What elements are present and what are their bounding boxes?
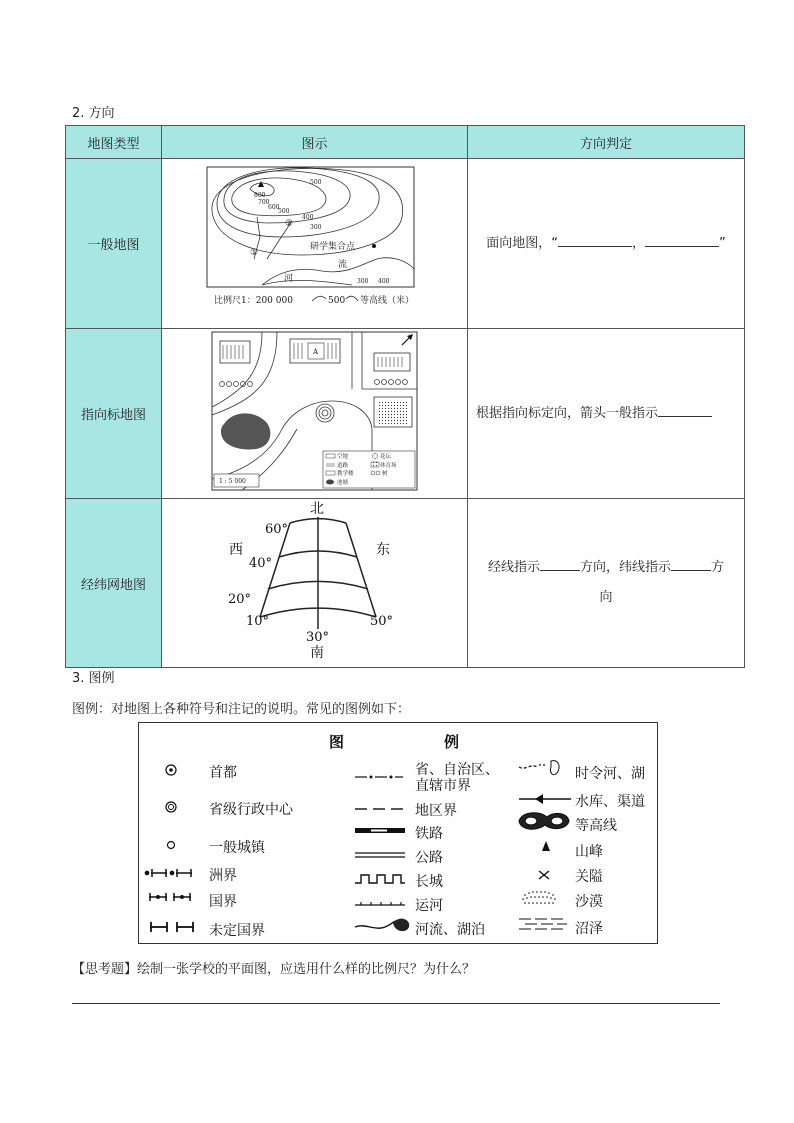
label-500a: 500 (278, 208, 290, 215)
lon-label-10: 10° (246, 614, 270, 629)
section-title-direction: 2. 方向 (72, 106, 115, 121)
highway-icon (355, 853, 405, 857)
section-title-legend: 3. 图例 (72, 671, 115, 686)
blank-2[interactable] (645, 232, 719, 247)
legend-pond: 池塘 (337, 480, 349, 486)
label-400b: 400 (378, 278, 390, 285)
legend-canal: 运河 (415, 898, 443, 914)
answer-line[interactable] (72, 1003, 720, 1004)
legend-open-space: 空地 (337, 454, 349, 460)
desert-icon (522, 891, 556, 904)
thinking-question: 【思考题】绘制一张学校的平面图，应选用什么样的比例尺？为什么？ (72, 962, 476, 977)
legend-district-border: 地区界 (415, 803, 457, 819)
header-figure: 图示 (162, 126, 468, 159)
legend-road: 道路 (337, 463, 349, 469)
legend-contour: 等高线 (575, 818, 617, 834)
answer-pointer (468, 329, 745, 499)
canal-icon (355, 902, 405, 905)
legend-province-border-line2: 直辖市界 (415, 778, 471, 794)
building-a-label: A (313, 348, 319, 356)
province-border-icon (355, 776, 403, 778)
label-300b: 300 (357, 278, 369, 285)
label-south: 南 (310, 645, 324, 661)
undetermined-border-icon (151, 922, 193, 932)
answer-general-mid: ， (631, 235, 645, 251)
legend-box (138, 722, 658, 944)
legend-river-lake: 河流、湖泊 (415, 922, 485, 938)
blank-1[interactable] (558, 232, 632, 247)
figure-school-map (162, 329, 468, 499)
label-river-he: 河 (284, 274, 294, 284)
legend-flower-bed: 花坛 (380, 454, 392, 460)
answer-graticule (468, 499, 745, 668)
legend-highway: 公路 (415, 850, 443, 866)
legend-town: 一般城镇 (209, 840, 265, 856)
provincial-center-icon (166, 802, 176, 812)
legend-reservoir-canal: 水库、渠道 (575, 794, 645, 810)
legend-teaching-building: 教学楼 (337, 471, 354, 477)
label-east: 东 (376, 542, 390, 558)
lon-label-50: 50° (370, 614, 394, 629)
blank-3[interactable] (658, 402, 712, 417)
great-wall-icon (355, 875, 405, 883)
seasonal-river-icon (519, 761, 559, 775)
legend-title-left: 图 (329, 733, 345, 751)
legend-seasonal-river: 时令河、湖 (575, 766, 645, 782)
legend-continent-border: 洲界 (209, 868, 237, 884)
label-gathering-point: 研学集合点 (310, 242, 356, 252)
national-border-icon (149, 893, 191, 901)
swamp-icon (519, 919, 567, 929)
label-north: 北 (310, 501, 324, 517)
legend-title-right: 例 (444, 733, 460, 751)
answer-general (468, 159, 745, 329)
blank-5[interactable] (671, 556, 711, 571)
legend-stadium: 体育场 (380, 463, 397, 469)
pass-icon (539, 871, 549, 879)
school-map-scale: 1 : 5 000 (219, 478, 246, 485)
railway-icon (355, 828, 405, 833)
label-west: 西 (229, 542, 243, 558)
lat-label-60: 60° (265, 522, 289, 537)
label-500b: 500 (310, 179, 322, 186)
direction-table (65, 125, 745, 668)
lat-label-20: 20° (228, 592, 252, 607)
legend-railway: 铁路 (415, 826, 443, 842)
legend-province-border-line1: 省、自治区、 (415, 762, 499, 778)
answer-general-prefix: 面向地图，“ (486, 235, 558, 251)
legend-peak: 山峰 (575, 844, 603, 860)
legend-swamp: 沼泽 (575, 921, 603, 937)
legend-national-border: 国界 (209, 894, 237, 910)
lat-label-40: 40° (249, 556, 273, 571)
legend-provincial-center: 省级行政中心 (209, 802, 293, 818)
legend-great-wall: 长城 (415, 874, 443, 890)
figure-graticule (162, 499, 468, 668)
contour-icon (519, 813, 569, 829)
header-map-type: 地图类型 (66, 126, 162, 159)
label-700: 700 (258, 199, 270, 206)
peak-icon (542, 841, 550, 851)
contour-map-svg (162, 159, 467, 324)
contour-legend-value: 500 (328, 296, 346, 306)
label-800: 800 (254, 192, 266, 199)
figure-contour-map (162, 159, 468, 329)
marker-2: ② (285, 219, 294, 229)
answer-graticule-a: 经线指示 (487, 560, 540, 575)
label-river-liu: 流 (338, 260, 348, 270)
row-type-pointer: 指向标地图 (66, 329, 162, 499)
row-type-graticule: 经纬网地图 (66, 499, 162, 668)
legend-tree: 树 (382, 471, 388, 477)
continent-border-icon (145, 869, 192, 877)
legend-intro: 图例：对地图上各种符号和注记的说明。常见的图例如下： (72, 702, 411, 717)
answer-graticule-c: 方 (711, 560, 725, 575)
river-lake-icon (355, 919, 409, 931)
legend-desert: 沙漠 (575, 894, 603, 910)
town-icon (168, 842, 175, 849)
label-400: 400 (302, 214, 314, 221)
answer-general-suffix: ” (719, 235, 726, 251)
legend-undetermined-border: 未定国界 (209, 923, 265, 939)
answer-pointer-text: 根据指向标定向，箭头一般指示 (476, 405, 659, 421)
blank-4[interactable] (540, 556, 580, 571)
marker-1: ① (250, 248, 259, 258)
row-type-general: 一般地图 (66, 159, 162, 329)
header-direction: 方向判定 (468, 126, 745, 159)
label-300: 300 (310, 224, 322, 231)
lon-label-30: 30° (306, 630, 330, 645)
legend-pass: 关隘 (575, 869, 603, 885)
contour-legend-text: 等高线（米） (360, 296, 415, 306)
school-map-svg (162, 329, 467, 494)
legend-capital: 首都 (209, 765, 237, 781)
scale-text: 比例尺1：200 000 (214, 296, 293, 306)
answer-graticule-b: 方向，纬线指示 (579, 560, 671, 575)
label-600: 600 (268, 204, 280, 211)
answer-graticule-d: 向 (599, 590, 613, 605)
graticule-svg (162, 499, 467, 663)
reservoir-canal-icon (519, 794, 571, 804)
